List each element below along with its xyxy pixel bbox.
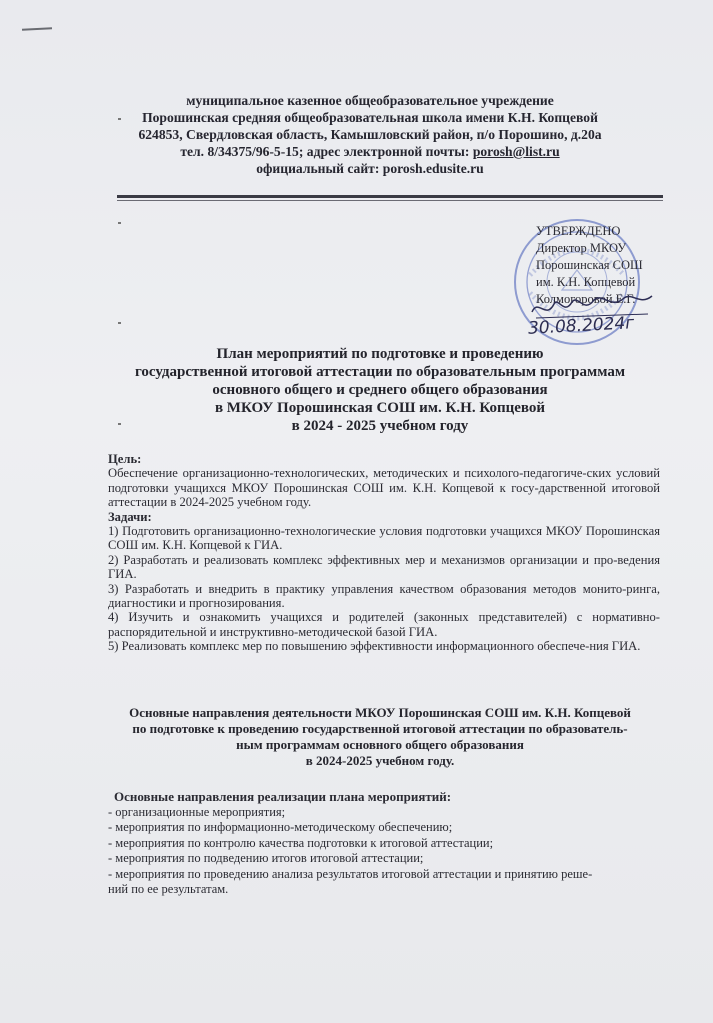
- approval-line-3: Порошинская СОШ: [536, 258, 643, 272]
- header-divider: [117, 195, 663, 198]
- task-item: 1) Подготовить организационно-технологические условия подготовки учащихся МКОУ Порошинская СОШ им. К.Н. Копцевой к ГИА.: [108, 524, 660, 553]
- task-item: 3) Разработать и внедрить в практику управления качеством образования методов монито-ринга, диагностики и прогнозирования.: [108, 581, 660, 611]
- task-item: 2) Разработать и реализовать комплекс эффективных мер и механизмов организации и про-ведения ГИА.: [108, 552, 660, 582]
- header-line-3: 624853, Свердловская область, Камышловский район, п/о Порошино, д.20а: [138, 127, 602, 142]
- header-line-1: муниципальное казенное общеобразовательное учреждение: [186, 93, 554, 108]
- section-title: [100, 705, 660, 769]
- section-title-line-3: ным программам основного общего образования: [236, 737, 524, 752]
- title-line-5: в 2024 - 2025 учебном году: [291, 418, 469, 434]
- title-line-3: основного общего и среднего общего образования: [212, 382, 548, 398]
- header-line-2: Порошинская средняя общеобразовательная школа имени К.Н. Копцевой: [142, 110, 598, 125]
- section-title-line-4: в 2024-2025 учебном году.: [305, 753, 455, 768]
- directions-list: [108, 789, 660, 898]
- handwritten-date: 30.08.2024г: [527, 313, 635, 339]
- approval-line-5: Колмогоровой Е.Г.: [536, 292, 636, 306]
- school-header: [100, 92, 640, 177]
- section-title-line-1: Основные направления деятельности МКОУ Порошинская СОШ им. К.Н. Копцевой: [129, 705, 631, 720]
- header-line-4: тел. 8/34375/96-5-15; адрес электронной почты: porosh@list.ru: [180, 144, 560, 159]
- approval-line-4: им. К.Н. Копцевой: [536, 275, 636, 289]
- direction-item: - мероприятия по проведению анализа результатов итоговой аттестации и принятию реше-: [108, 866, 593, 881]
- task-item: 5) Реализовать комплекс мер по повышению эффективности информационного обеспече-ния ГИА.: [108, 639, 641, 654]
- scan-speck: [118, 222, 121, 224]
- tasks-heading: Задачи:: [108, 509, 152, 524]
- directions-heading: Основные направления реализации плана мероприятий:: [114, 789, 452, 804]
- direction-item: - мероприятия по контролю качества подготовки к итоговой аттестации;: [108, 835, 494, 850]
- binder-mark: [22, 27, 52, 31]
- approval-line-1: УТВЕРЖДЕНО: [536, 224, 621, 238]
- task-item: 4) Изучить и ознакомить учащихся и родителей (законных представителей) с нормативно-распорядительной и инструктивно-методической базой ГИА.: [108, 610, 660, 639]
- direction-item: - организационные мероприятия;: [108, 804, 286, 819]
- title-line-1: План мероприятий по подготовке и проведению: [216, 346, 544, 362]
- goals-section: [108, 452, 660, 654]
- document-title: [100, 345, 660, 435]
- header-divider-thin: [117, 200, 663, 201]
- email-link[interactable]: porosh@list.ru: [472, 144, 560, 159]
- title-line-2: государственной итоговой аттестации по образовательным программам: [134, 364, 626, 380]
- section-title-line-2: по подготовке к проведению государственной итоговой аттестации по образователь-: [132, 721, 628, 736]
- title-line-4: в МКОУ Порошинская СОШ им. К.Н. Копцевой: [214, 400, 546, 416]
- approval-line-2: Директор МКОУ: [536, 241, 627, 255]
- direction-item: - мероприятия по информационно-методическому обеспечению;: [108, 820, 453, 834]
- direction-item: - мероприятия по подведению итогов итоговой аттестации;: [108, 851, 424, 865]
- goal-text: Обеспечение организационно-технологических, методических и психолого-педагогиче-ских условий подготовки учащихся МКОУ Порошинская СОШ им. К.Н. Копцевой к госу-дарственной итоговой аттестации в 2024-2025 учебном году.: [108, 466, 660, 510]
- goal-heading: Цель:: [108, 452, 142, 466]
- direction-item: ний по ее результатам.: [108, 882, 229, 896]
- scan-speck: [118, 322, 121, 324]
- header-line-5: официальный сайт: porosh.edusite.ru: [256, 161, 484, 176]
